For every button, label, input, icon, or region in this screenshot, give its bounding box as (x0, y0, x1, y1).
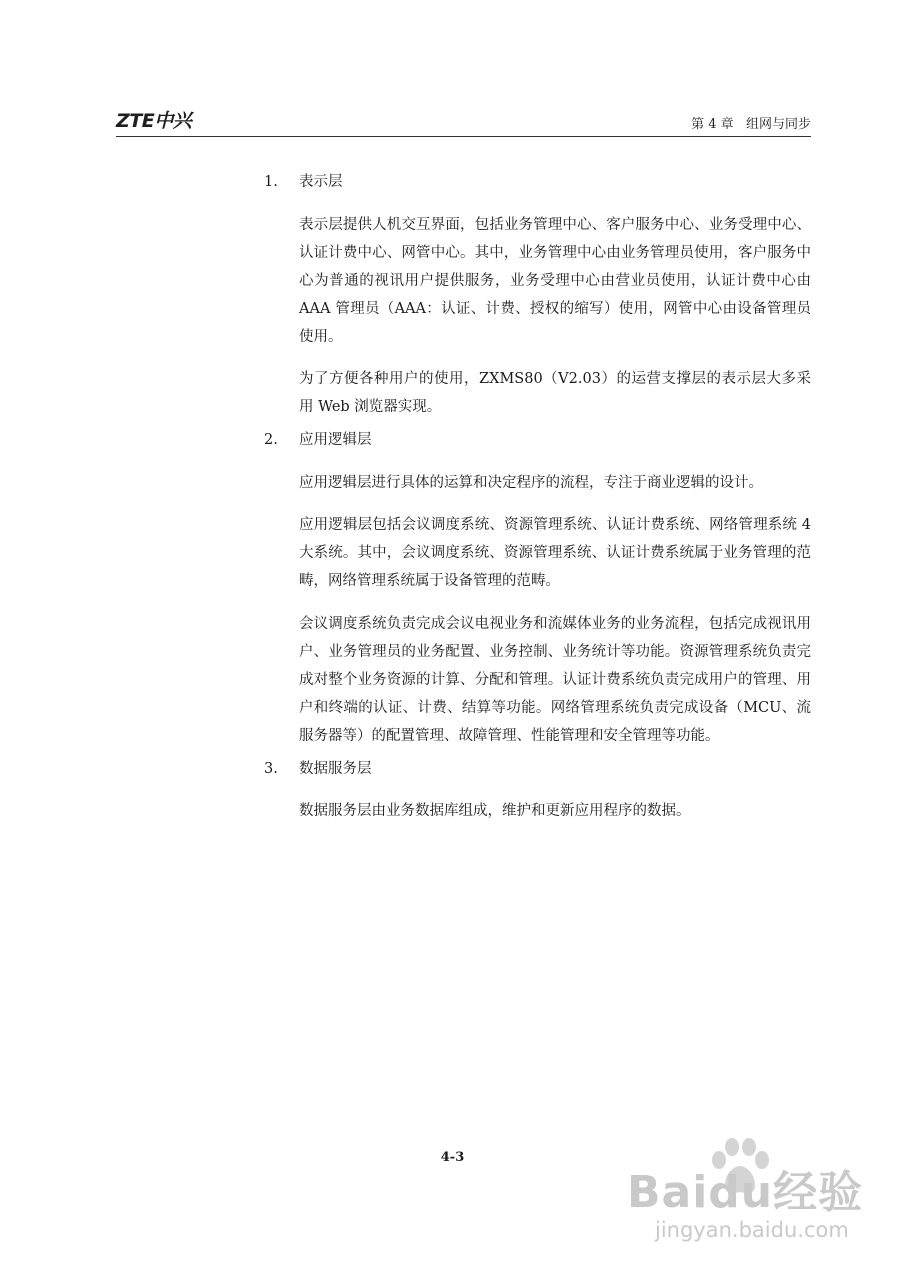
zte-logo: ZTE中兴 (116, 110, 192, 132)
paragraph: 应用逻辑层包括会议调度系统、资源管理系统、认证计费系统、网络管理系统 4 大系统。其中，会议调度系统、资源管理系统、认证计费系统属于业务管理的范畴，网络管理系统属于设备管理的范畴。 (299, 517, 811, 589)
document-body (264, 168, 811, 830)
section-title: 应用逻辑层 (299, 432, 372, 448)
section-title: 表示层 (299, 174, 343, 190)
paragraph: 数据服务层由业务数据库组成，维护和更新应用程序的数据。 (299, 803, 691, 819)
section-data-service-layer (264, 755, 811, 826)
paragraph: 表示层提供人机交互界面，包括业务管理中心、客户服务中心、业务受理中心、认证计费中心、网管中心。其中，业务管理中心由业务管理员使用，客户服务中心为普通的视讯用户提供服务，业务受理中心由营业员使用，认证计费中心由 AAA 管理员（AAA：认证、计费、授权的缩写）使用，网管中心由设备管理员使用。 (299, 216, 811, 345)
section-number: 1. (264, 174, 278, 190)
section-number: 2. (264, 432, 278, 448)
header-divider (116, 136, 811, 137)
paragraph: 为了方便各种用户的使用，ZXMS80（V2.03）的运营支撑层的表示层大多采用 Web 浏览器实现。 (299, 371, 811, 415)
paragraph: 应用逻辑层进行具体的运算和决定程序的流程，专注于商业逻辑的设计。 (299, 474, 763, 491)
chapter-title: 第 4 章 组网与同步 (691, 117, 811, 132)
page-number: 4-3 (440, 1150, 465, 1165)
section-number: 3. (264, 760, 278, 777)
section-presentation-layer (264, 168, 811, 421)
watermark-brand: Baidu经验 (627, 1167, 864, 1218)
baidu-watermark (627, 1138, 864, 1248)
section-heading (264, 168, 811, 196)
watermark-url: jingyan.baidu.com (655, 1218, 849, 1242)
paragraph: 会议调度系统负责完成会议电视业务和流媒体业务的业务流程，包括完成视讯用户、业务管理员的业务配置、业务控制、业务统计等功能。资源管理系统负责完成对整个业务资源的计算、分配和管理。认证计费系统负责完成用户的管理、用户和终端的认证、计费、结算等功能。网络管理系统负责完成设备（MCU、流服务器等）的配置管理、故障管理、性能管理和安全管理等功能。 (299, 615, 811, 744)
section-title: 数据服务层 (299, 760, 372, 777)
section-heading (264, 755, 811, 783)
section-application-logic-layer (264, 426, 811, 750)
section-heading (264, 426, 811, 454)
